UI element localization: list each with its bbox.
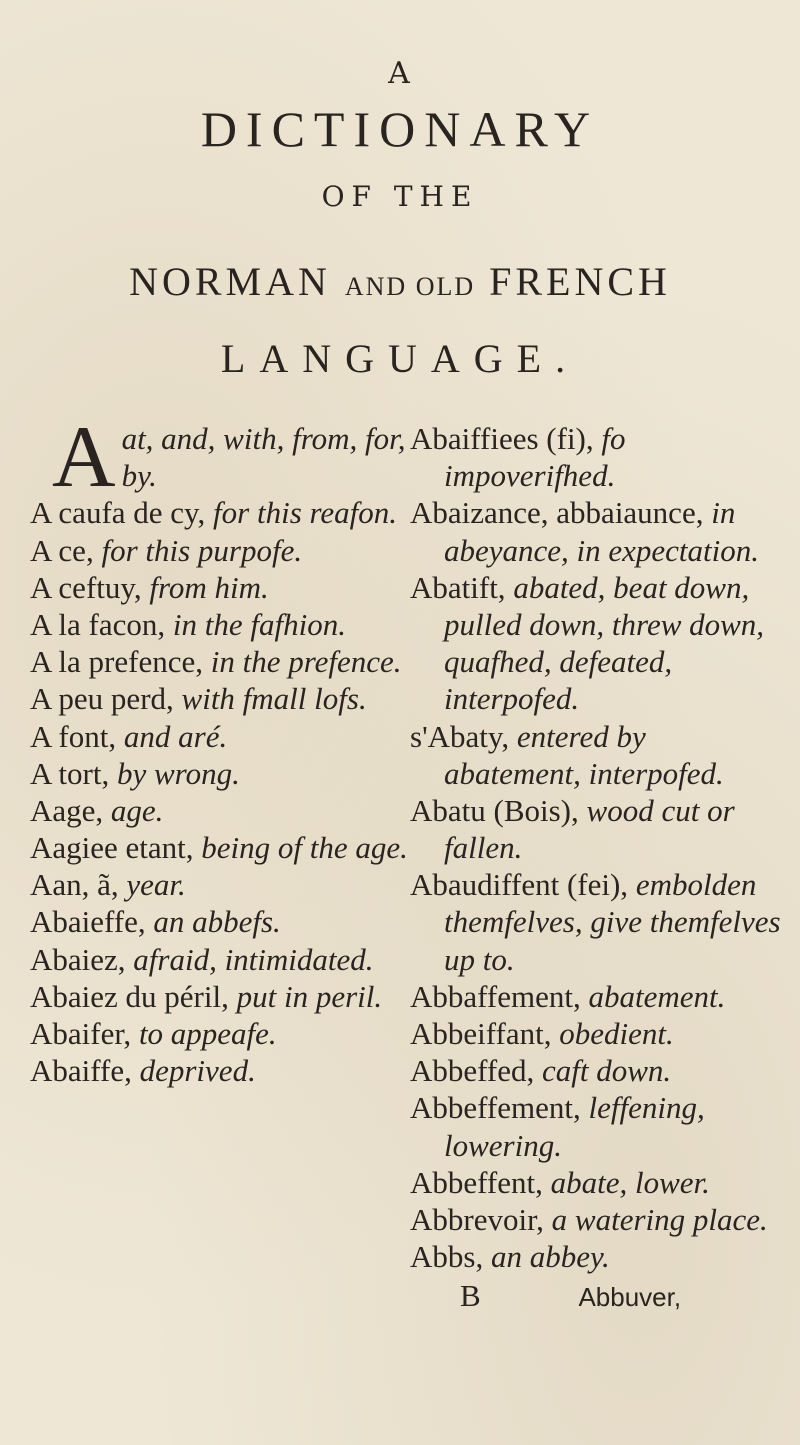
dictionary-entry — [30, 532, 410, 569]
drop-cap: A — [52, 409, 116, 506]
entry-definition: caft down. — [542, 1053, 672, 1089]
title-article: A — [388, 56, 412, 91]
entry-definition: afraid, intimidated. — [133, 941, 374, 977]
dictionary-entry — [30, 643, 410, 680]
dictionary-entry — [30, 903, 410, 940]
entry-headword: Abatu (Bois), — [410, 792, 579, 828]
entry-definition: abated, beat down, pulled down, threw down, quafhed, defeated, interpofed. — [444, 569, 765, 717]
entry-headword: Abbaffement, — [410, 978, 581, 1014]
entry-definition: in abeyance, in expectation. — [444, 495, 760, 568]
dictionary-entry — [410, 1052, 790, 1089]
entry-definition: embolden themfelves, give themfelves up to. — [444, 867, 781, 977]
dictionary-entry — [30, 792, 410, 829]
entry-definition: being of the age. — [201, 830, 408, 866]
entry-headword: Abaizance, abbaiaunce, — [410, 495, 704, 531]
dictionary-entry — [410, 420, 790, 494]
dictionary-entry — [30, 606, 410, 643]
entry-headword: Aan, ã, — [30, 867, 119, 903]
entry-headword: Abaiez, — [30, 941, 126, 977]
title-and-old: AND OLD — [344, 272, 476, 301]
left-entries-list — [30, 494, 410, 1089]
entry-headword: Abaieffe, — [30, 904, 146, 940]
dictionary-entry — [30, 1015, 410, 1052]
dictionary-entry — [410, 792, 790, 866]
entry-definition: age. — [110, 792, 164, 828]
dictionary-entry — [410, 978, 790, 1015]
entry-headword: A la facon, — [30, 606, 166, 642]
entry-headword: A peu perd, — [30, 681, 174, 717]
entry-headword: s'Abaty, — [410, 718, 510, 754]
dictionary-entry — [410, 494, 790, 568]
entry-definition: at, and, with, from, for, by. — [121, 421, 406, 494]
dictionary-entry — [410, 1164, 790, 1201]
title-french: FRENCH — [489, 259, 671, 304]
entry-definition: entered by abatement, interpofed. — [444, 718, 724, 791]
entry-definition: a watering place. — [551, 1201, 768, 1237]
right-entries-list — [410, 420, 790, 1275]
dictionary-entry — [30, 680, 410, 717]
entry-headword: Abaifer, — [30, 1016, 132, 1051]
entry-headword: Abbeffed, — [410, 1053, 535, 1089]
entry-headword: Abaiffe, — [30, 1053, 132, 1089]
dictionary-entry — [410, 1238, 790, 1275]
entry-definition: an abbefs. — [153, 904, 281, 940]
entry-definition: put in peril. — [236, 978, 383, 1014]
entry-definition: abate, lower. — [550, 1164, 710, 1200]
entry-definition: an abbey. — [490, 1239, 610, 1275]
entry-headword: Abbs, — [410, 1239, 484, 1275]
entry-headword: Abatift, — [410, 569, 506, 605]
dictionary-entry — [30, 941, 410, 978]
dictionary-entry — [30, 978, 410, 1015]
entry-definition: with fmall lofs. — [181, 681, 367, 717]
dictionary-entry — [30, 569, 410, 606]
entry-definition: from him. — [149, 569, 269, 605]
entry-definition: by wrong. — [116, 755, 240, 791]
page-footer — [410, 1277, 790, 1314]
entry-headword: Abaiez du péril, — [30, 978, 229, 1014]
dictionary-entry — [410, 1089, 790, 1163]
dictionary-entry — [410, 1201, 790, 1238]
entry-headword: A ce, — [30, 532, 94, 568]
entry-headword: Aage, — [30, 792, 104, 828]
entry-headword: Abbeffent, — [410, 1164, 543, 1200]
entry-definition: and aré. — [123, 718, 228, 754]
entry-a — [30, 409, 410, 506]
entry-headword: A la prefence, — [30, 644, 203, 680]
entry-definition: fo impoverifhed. — [444, 421, 626, 494]
entry-headword: Abaudiffent (fei), — [410, 867, 629, 903]
entry-headword: A tort, — [30, 755, 110, 791]
entry-definition: to appeafe. — [138, 1016, 277, 1051]
dictionary-entry — [30, 755, 410, 792]
entry-definition: obedient. — [559, 1016, 674, 1051]
dictionary-entry — [30, 829, 410, 866]
entry-headword: Abaiffiees (fi), — [410, 421, 594, 456]
entry-definition: year. — [126, 867, 186, 903]
dictionary-entry — [410, 1015, 790, 1052]
title-norman-french — [0, 258, 800, 305]
title-of-the: OF THE — [321, 180, 479, 213]
catchword: Abbuver, — [578, 1282, 682, 1313]
dictionary-entry — [410, 569, 790, 718]
dictionary-entry — [30, 866, 410, 903]
title-norman: NORMAN — [129, 259, 331, 304]
entry-headword: Aagiee etant, — [30, 830, 194, 866]
dictionary-entry — [30, 1052, 410, 1089]
left-column — [30, 409, 410, 1089]
entry-definition: wood cut or fallen. — [444, 792, 735, 866]
dictionary-entry — [30, 718, 410, 755]
entry-definition: in the prefence. — [210, 644, 402, 680]
title-language: LANGUAGE. — [220, 336, 580, 381]
entry-headword: Abbrevoir, — [410, 1201, 544, 1237]
entry-headword: Abbeffement, — [410, 1090, 581, 1126]
entry-definition: leffening, lowering. — [444, 1090, 705, 1163]
entry-definition: deprived. — [139, 1053, 256, 1089]
entry-definition: in the fafhion. — [172, 606, 346, 642]
title-dictionary: DICTIONARY — [200, 101, 600, 157]
entry-headword: A font, — [30, 718, 117, 754]
entry-definition: abatement. — [588, 978, 726, 1014]
right-column — [410, 420, 790, 1315]
entry-headword: Abbeiffant, — [410, 1016, 552, 1051]
entry-headword: A caufa de cy, — [30, 495, 206, 531]
dictionary-entry — [410, 866, 790, 978]
entry-headword: A ceftuy, — [30, 569, 142, 605]
entry-definition: for this purpofe. — [101, 532, 303, 568]
dictionary-entry — [410, 718, 790, 792]
entry-definition: for this reafon. — [213, 495, 398, 531]
signature-mark: B — [460, 1278, 481, 1314]
